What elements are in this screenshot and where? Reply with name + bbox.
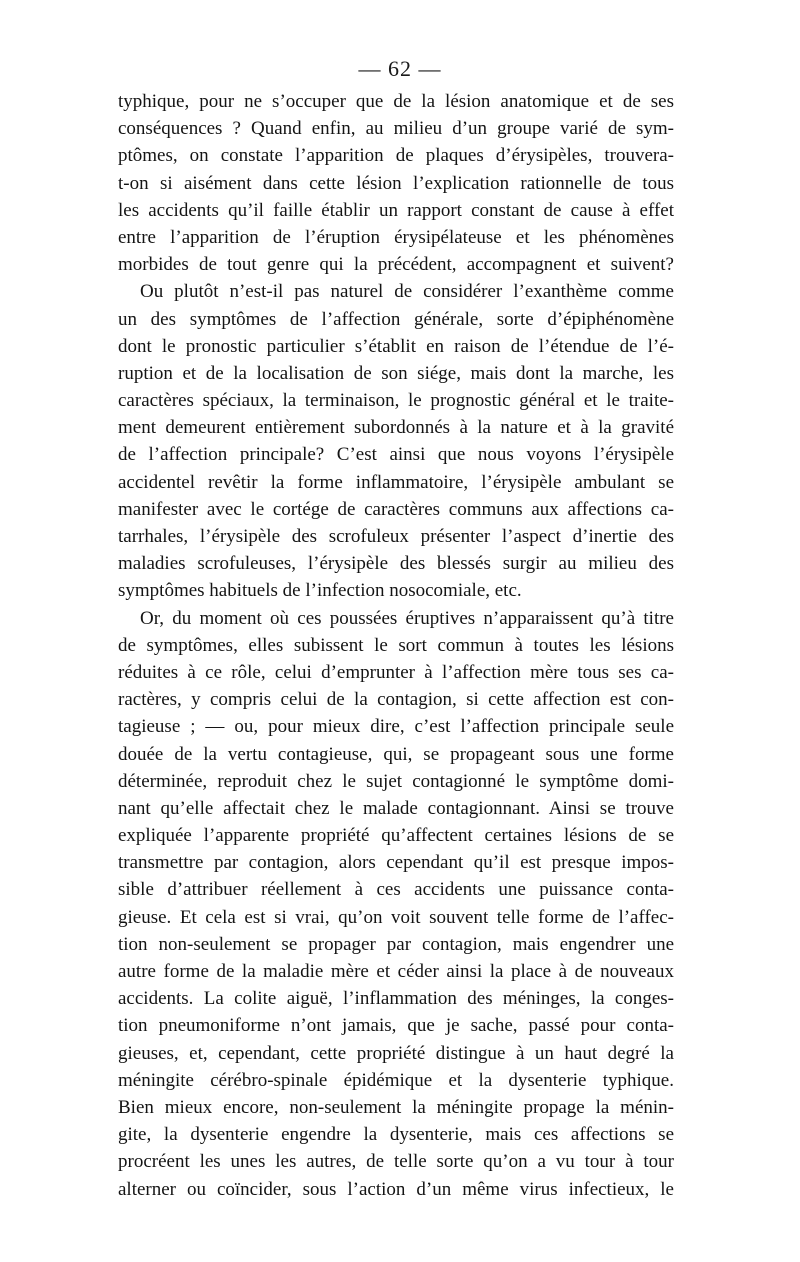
text-line: déterminée, reproduit chez le sujet contagionné le symptôme domi-: [118, 770, 674, 792]
text-line: manifester avec le cortége de caractères communs aux affections ca-: [118, 498, 674, 520]
text-line: Bien mieux encore, non-seulement la méningite propage la ménin-: [118, 1096, 674, 1118]
paragraph: [118, 88, 674, 278]
text-line: ruption et de la localisation de son siége, mais dont la marche, les: [118, 362, 674, 384]
text-line: accidents. La colite aiguë, l’inflammation des méninges, la conges-: [118, 988, 674, 1010]
text-line: réduites à ce rôle, celui d’emprunter à l’affection mère tous ses ca-: [118, 661, 674, 683]
text-line: procréent les unes les autres, de telle sorte qu’on a vu tour à tour: [118, 1151, 674, 1173]
text-line: douée de la vertu contagieuse, qui, se propageant sous une forme: [118, 743, 674, 765]
text-line: dont le pronostic particulier s’établit en raison de l’étendue de l’é-: [118, 335, 674, 357]
text-line: un des symptômes de l’affection générale, sorte d’épiphénomène: [118, 308, 674, 330]
text-line: morbides de tout genre qui la précédent, accompagnent et suivent?: [118, 254, 674, 276]
text-line: autre forme de la maladie mère et céder ainsi la place à de nouveaux: [118, 961, 674, 982]
text-line: accidentel revêtir la forme inflammatoire, l’érysipèle ambulant se: [118, 471, 674, 493]
text-line: transmettre par contagion, alors cependant qu’il est presque impos-: [118, 852, 674, 874]
text-line: ment demeurent entièrement subordonnés à la nature et à la gravité: [118, 417, 674, 439]
text-line: Ou plutôt n’est-il pas naturel de considérer l’exanthème comme: [140, 281, 674, 303]
text-line: typhique, pour ne s’occuper que de la lésion anatomique et de ses: [118, 91, 674, 112]
body-text: [118, 88, 674, 1203]
text-line: entre l’apparition de l’éruption érysipélateuse et les phénomènes: [118, 226, 674, 248]
text-line: ptômes, on constate l’apparition de plaques d’érysipèles, trouvera-: [118, 145, 674, 167]
text-line: symptômes habituels de l’infection nosocomiale, etc.: [118, 580, 522, 602]
paragraph: [118, 278, 674, 604]
text-line: méningite cérébro-spinale épidémique et la dysenterie typhique.: [118, 1069, 674, 1091]
text-line: tion non-seulement se propager par contagion, mais engendrer une: [118, 933, 674, 955]
text-line: de l’affection principale? C’est ainsi que nous voyons l’érysipèle: [118, 444, 674, 466]
text-line: gite, la dysenterie engendre la dysenterie, mais ces affections se: [118, 1124, 674, 1146]
text-line: les accidents qu’il faille établir un rapport constant de cause à effet: [118, 199, 674, 221]
text-line: conséquences ? Quand enfin, au milieu d’un groupe varié de sym-: [118, 118, 674, 140]
text-line: tarrhales, l’érysipèle des scrofuleux présenter l’aspect d’inertie des: [118, 526, 674, 547]
text-line: Or, du moment où ces poussées éruptives n’apparaissent qu’à titre: [140, 607, 674, 629]
text-line: ractères, y compris celui de la contagion, si cette affection est con-: [118, 689, 674, 711]
text-line: t-on si aisément dans cette lésion l’explication rationnelle de tous: [118, 172, 674, 194]
text-line: tagieuse ; — ou, pour mieux dire, c’est l’affection principale seule: [118, 716, 674, 738]
text-line: maladies scrofuleuses, l’érysipèle des blessés surgir au milieu des: [118, 553, 674, 575]
text-line: nant qu’elle affectait chez le malade contagionnant. Ainsi se trouve: [118, 797, 674, 819]
text-line: tion pneumoniforme n’ont jamais, que je sache, passé pour conta-: [118, 1015, 674, 1037]
text-line: de symptômes, elles subissent le sort commun à toutes les lésions: [118, 634, 674, 656]
page-number: — 62 —: [358, 56, 442, 81]
text-line: gieuse. Et cela est si vrai, qu’on voit souvent telle forme de l’affec-: [118, 906, 674, 928]
text-line: gieuses, et, cependant, cette propriété distingue à un haut degré la: [118, 1042, 674, 1064]
text-line: expliquée l’apparente propriété qu’affectent certaines lésions de se: [118, 825, 674, 847]
text-line: caractères spéciaux, la terminaison, le prognostic général et le traite-: [118, 390, 674, 412]
text-line: sible d’attribuer réellement à ces accidents une puissance conta-: [118, 879, 674, 901]
paragraph: [118, 605, 674, 1203]
text-line: alterner ou coïncider, sous l’action d’un même virus infectieux, le: [118, 1178, 674, 1200]
